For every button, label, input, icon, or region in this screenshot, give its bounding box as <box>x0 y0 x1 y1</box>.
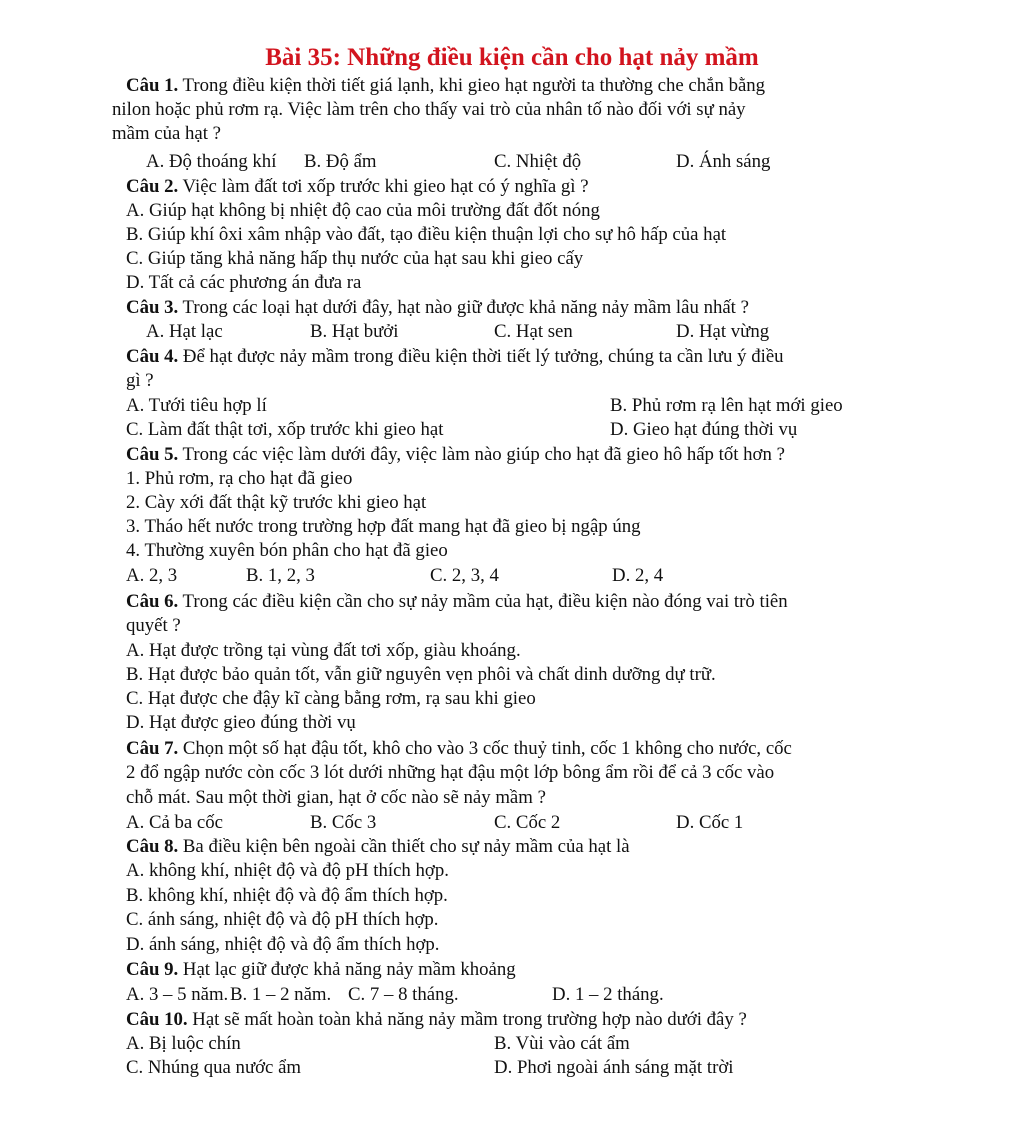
question-10-option-a: A. Bị luộc chín <box>126 1033 241 1054</box>
question-9-option-b: B. 1 – 2 năm. <box>230 984 332 1005</box>
question-9-option-d: D. 1 – 2 tháng. <box>552 984 664 1005</box>
question-1-option-d: D. Ánh sáng <box>676 151 771 172</box>
question-1-text-1: Trong điều kiện thời tiết giá lạnh, khi gieo hạt người ta thường che chắn bằng <box>178 75 766 96</box>
question-2-text: Việc làm đất tơi xốp trước khi gieo hạt có ý nghĩa gì ? <box>178 176 589 197</box>
question-4-option-a: A. Tưới tiêu hợp lí <box>126 395 267 416</box>
question-8-option-c: C. ánh sáng, nhiệt độ và độ pH thích hợp. <box>126 909 439 930</box>
question-5-option-d: D. 2, 4 <box>612 565 664 586</box>
question-5-option-a: A. 2, 3 <box>126 565 178 586</box>
question-2-option-a: A. Giúp hạt không bị nhiệt độ cao của môi trường đất đốt nóng <box>126 200 600 221</box>
question-6-option-b: B. Hạt được bảo quản tốt, vẫn giữ nguyên vẹn phôi và chất dinh dưỡng dự trữ. <box>126 664 716 685</box>
question-1-line-1 <box>126 74 765 98</box>
question-7-option-a: A. Cả ba cốc <box>126 812 223 833</box>
question-7-text-1: Chọn một số hạt đậu tốt, khô cho vào 3 cốc thuỷ tinh, cốc 1 không cho nước, cốc <box>178 738 792 759</box>
question-2-line <box>126 175 589 199</box>
question-5-option-c: C. 2, 3, 4 <box>430 565 499 586</box>
question-6-text-1: Trong các điều kiện cần cho sự nảy mầm của hạt, điều kiện nào đóng vai trò tiên <box>178 591 788 612</box>
question-4-line-2: gì ? <box>126 370 154 391</box>
question-10-label: Câu 10. <box>126 1009 188 1030</box>
question-5-line <box>126 443 785 467</box>
question-5-label: Câu 5. <box>126 444 179 465</box>
question-6-option-c: C. Hạt được che đậy kĩ càng bằng rơm, rạ sau khi gieo <box>126 688 536 709</box>
question-8-option-a: A. không khí, nhiệt độ và độ pH thích hợp. <box>126 860 449 881</box>
question-6-line-1 <box>126 590 788 614</box>
question-3-text: Trong các loại hạt dưới đây, hạt nào giữ được khả năng nảy mầm lâu nhất ? <box>178 297 749 318</box>
question-6-label: Câu 6. <box>126 591 179 612</box>
question-5-option-b: B. 1, 2, 3 <box>246 565 315 586</box>
question-8-line <box>126 835 630 859</box>
question-6-option-a: A. Hạt được trồng tại vùng đất tơi xốp, giàu khoáng. <box>126 640 521 661</box>
question-8-label: Câu 8. <box>126 836 179 857</box>
question-10-option-c: C. Nhúng qua nước ẩm <box>126 1057 302 1078</box>
question-5-item-4: 4. Thường xuyên bón phân cho hạt đã gieo <box>126 540 448 561</box>
question-9-line <box>126 958 516 982</box>
question-1-option-c: C. Nhiệt độ <box>494 151 582 172</box>
question-10-line <box>126 1008 747 1032</box>
question-4-option-c: C. Làm đất thật tơi, xốp trước khi gieo hạt <box>126 419 444 440</box>
question-7-label: Câu 7. <box>126 738 179 759</box>
question-4-option-b: B. Phủ rơm rạ lên hạt mới gieo <box>610 395 843 416</box>
question-9-option-c: C. 7 – 8 tháng. <box>348 984 459 1005</box>
question-5-item-1: 1. Phủ rơm, rạ cho hạt đã gieo <box>126 468 353 489</box>
question-7-line-3: chỗ mát. Sau một thời gian, hạt ở cốc nào sẽ nảy mầm ? <box>126 787 546 808</box>
question-4-line-1 <box>126 345 784 369</box>
question-1-option-a: A. Độ thoáng khí <box>146 151 277 172</box>
question-8-text: Ba điều kiện bên ngoài cần thiết cho sự nảy mầm của hạt là <box>178 836 630 857</box>
question-3-line <box>126 296 749 320</box>
question-2-option-b: B. Giúp khí ôxi xâm nhập vào đất, tạo điều kiện thuận lợi cho sự hô hấp của hạt <box>126 224 727 245</box>
page-title: Bài 35: Những điều kiện cần cho hạt nảy mầm <box>265 44 759 71</box>
question-10-option-d: D. Phơi ngoài ánh sáng mặt trời <box>494 1057 734 1078</box>
question-8-option-b: B. không khí, nhiệt độ và độ ẩm thích hợp. <box>126 885 448 906</box>
question-3-label: Câu 3. <box>126 297 179 318</box>
question-1-line-3: mầm của hạt ? <box>112 123 221 144</box>
question-6-line-2: quyết ? <box>126 615 181 636</box>
question-7-line-2: 2 đổ ngập nước còn cốc 3 lót dưới những hạt đậu một lớp bông ẩm rồi để cả 3 cốc vào <box>126 762 775 783</box>
question-3-option-a: A. Hạt lạc <box>146 321 223 342</box>
question-7-option-c: C. Cốc 2 <box>494 812 561 833</box>
question-5-item-2: 2. Cày xới đất thật kỹ trước khi gieo hạt <box>126 492 427 513</box>
question-5-text: Trong các việc làm dưới đây, việc làm nào giúp cho hạt đã gieo hô hấp tốt hơn ? <box>178 444 785 465</box>
question-9-text: Hạt lạc giữ được khả năng nảy mầm khoảng <box>178 959 516 980</box>
question-1-label: Câu 1. <box>126 75 179 96</box>
question-4-text-1: Để hạt được nảy mầm trong điều kiện thời tiết lý tưởng, chúng ta cần lưu ý điều <box>178 346 784 367</box>
question-3-option-c: C. Hạt sen <box>494 321 573 342</box>
question-4-option-d: D. Gieo hạt đúng thời vụ <box>610 419 798 440</box>
question-6-option-d: D. Hạt được gieo đúng thời vụ <box>126 712 356 733</box>
question-5-item-3: 3. Tháo hết nước trong trường hợp đất mang hạt đã gieo bị ngập úng <box>126 516 641 537</box>
question-10-option-b: B. Vùi vào cát ẩm <box>494 1033 630 1054</box>
question-3-option-d: D. Hạt vừng <box>676 321 770 342</box>
question-1-line-2: nilon hoặc phủ rơm rạ. Việc làm trên cho thấy vai trò của nhân tố nào đối với sự nảy <box>112 99 746 120</box>
question-1-option-b: B. Độ ẩm <box>304 151 377 172</box>
question-3-option-b: B. Hạt bưởi <box>310 321 399 342</box>
question-7-option-b: B. Cốc 3 <box>310 812 377 833</box>
question-2-option-d: D. Tất cả các phương án đưa ra <box>126 272 362 293</box>
question-4-label: Câu 4. <box>126 346 179 367</box>
question-2-label: Câu 2. <box>126 176 179 197</box>
question-7-option-d: D. Cốc 1 <box>676 812 744 833</box>
question-9-option-a: A. 3 – 5 năm. <box>126 984 229 1005</box>
question-10-text: Hạt sẽ mất hoàn toàn khả năng nảy mầm trong trường hợp nào dưới đây ? <box>187 1009 747 1030</box>
question-7-line-1 <box>126 737 792 761</box>
question-9-label: Câu 9. <box>126 959 179 980</box>
question-8-option-d: D. ánh sáng, nhiệt độ và độ ẩm thích hợp. <box>126 934 440 955</box>
question-2-option-c: C. Giúp tăng khả năng hấp thụ nước của hạt sau khi gieo cấy <box>126 248 584 269</box>
